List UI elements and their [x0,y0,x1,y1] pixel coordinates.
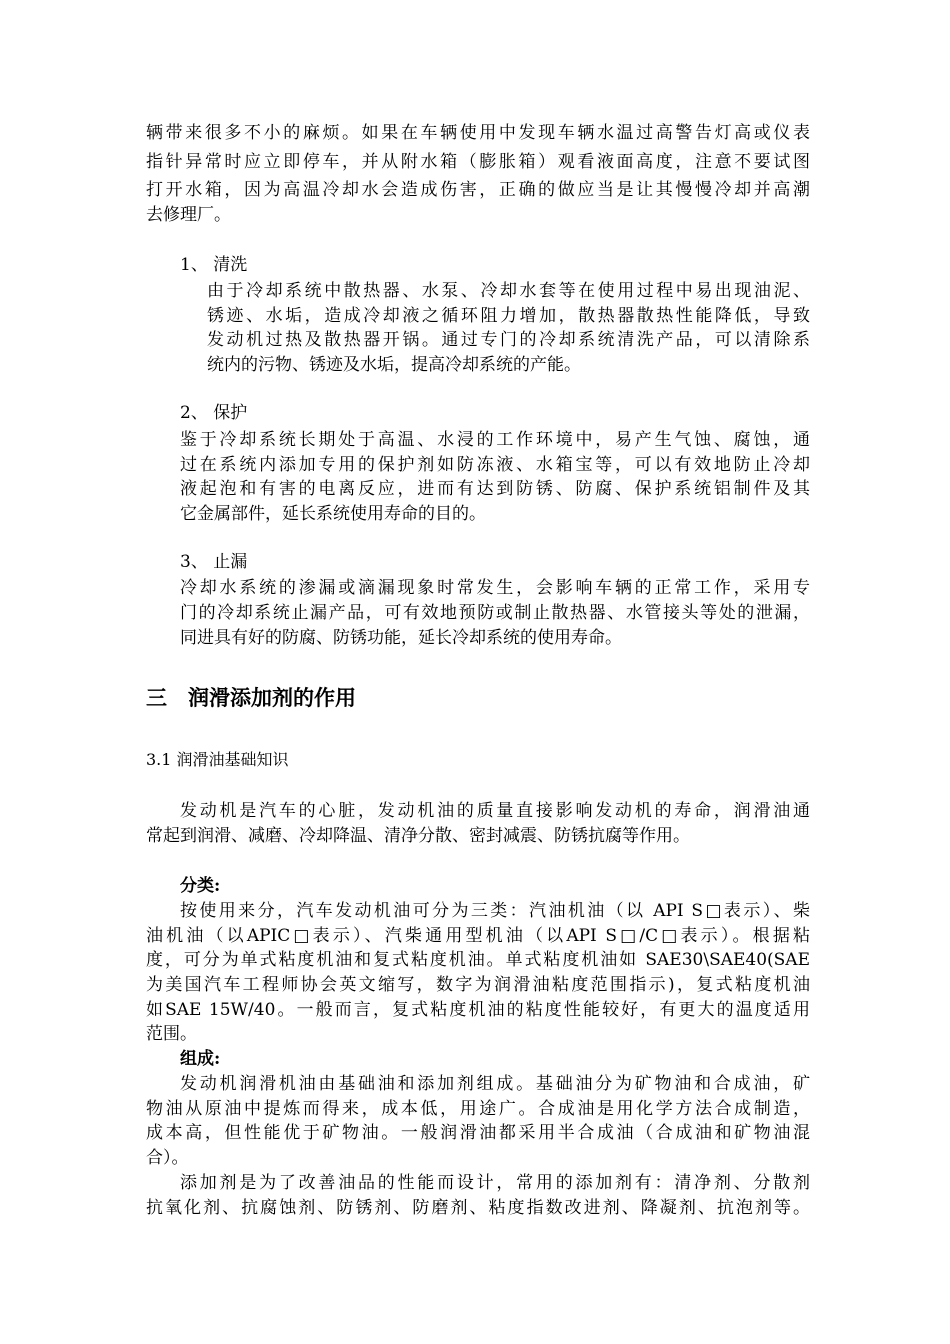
classification-line-6: 范围。 [146,1024,197,1044]
classification-line-5: 如SAE 15W/40。一般而言，复式粘度机油的粘度性能较好，有更大的温度适用 [146,1000,810,1020]
classification-line-3: 度，可分为单式粘度机油和复式粘度机油。单式粘度机油如 SAE30\SAE40(SAE [146,950,810,970]
intro-line-3: 打开水箱，因为高温冷却水会造成伤害，正确的做应当是让其慢慢冷却并高潮 [146,180,810,200]
basics-line-2: 常起到润滑、减磨、冷却降温、清净分散、密封减震、防锈抗腐等作用。 [146,826,690,846]
composition-line-4: 合）。 [146,1148,189,1168]
additive-line-2: 抗氧化剂、抗腐蚀剂、防锈剂、防磨剂、粘度指数改进剂、降凝剂、抗泡剂等。 [146,1198,810,1218]
chapter-heading: 三 润滑添加剂的作用 [146,686,356,710]
section-1-title: 1、 清洗 [180,255,248,275]
intro-line-4: 去修理厂。 [146,205,231,225]
composition-line-3: 成本高，但性能优于矿物油。一般润滑油都采用半合成油（合成油和矿物油混 [146,1123,810,1143]
section-3-title: 3、 止漏 [180,552,248,572]
composition-line-2: 物油从原油中提炼而得来，成本低，用途广。合成油是用化学方法合成制造， [146,1099,810,1119]
additive-line-1: 添加剂是为了改善油品的性能而设计，常用的添加剂有：清净剂、分散剂 [180,1173,810,1193]
classification-line-1: 按使用来分，汽车发动机油可分为三类：汽油机油（以 API S□表示）、柴 [180,901,810,921]
section-3-line-2: 门的冷却系统止漏产品，可有效地预防或制止散热器、水管接头等处的泄漏， [180,603,810,623]
section-1-line-3: 发动机过热及散热器开锅。通过专门的冷却系统清洗产品，可以清除系 [207,330,810,350]
classification-line-2: 油机油（以APIC□表示）、汽柴通用型机油（以API S□/C□表示）。根据粘 [146,926,810,946]
composition-label: 组成: [180,1049,221,1069]
section-2-line-2: 过在系统内添加专用的保护剂如防冻液、水箱宝等，可以有效地防止冷却 [180,455,810,475]
classification-line-4: 为美国汽车工程师协会英文缩写，数字为润滑油粘度范围指示)，复式粘度机油 [146,975,810,995]
section-2-line-1: 鉴于冷却系统长期处于高温、水浸的工作环境中，易产生气蚀、腐蚀，通 [180,430,810,450]
intro-line-2: 指针异常时应立即停车，并从附水箱（膨胀箱）观看液面高度，注意不要试图 [146,152,810,172]
section-3-line-1: 冷却水系统的渗漏或滴漏现象时常发生，会影响车辆的正常工作，采用专 [180,578,810,598]
classification-label: 分类: [180,876,221,896]
intro-line-1: 辆带来很多不小的麻烦。如果在车辆使用中发现车辆水温过高警告灯高或仪表 [146,123,810,143]
section-1-line-1: 由于冷却系统中散热器、水泵、冷却水套等在使用过程中易出现油泥、 [207,281,810,301]
composition-line-1: 发动机润滑机油由基础油和添加剂组成。基础油分为矿物油和合成油，矿 [180,1074,810,1094]
section-1-line-4: 统内的污物、锈迹及水垢，提高冷却系统的产能。 [207,355,581,375]
section-subheading: 3.1 润滑油基础知识 [146,750,289,769]
section-2-title: 2、 保护 [180,403,248,423]
basics-line-1: 发动机是汽车的心脏，发动机油的质量直接影响发动机的寿命，润滑油通 [180,801,810,821]
section-2-line-4: 它金属部件，延长系统使用寿命的目的。 [180,504,486,524]
section-2-line-3: 液起泡和有害的电离反应，进而有达到防锈、防腐、保护系统铝制件及其 [180,479,810,499]
section-3-line-3: 同进具有好的防腐、防锈功能，延长冷却系统的使用寿命。 [180,628,622,648]
section-1-line-2: 锈迹、水垢，造成冷却液之循环阻力增加，散热器散热性能降低，导致 [207,306,810,326]
